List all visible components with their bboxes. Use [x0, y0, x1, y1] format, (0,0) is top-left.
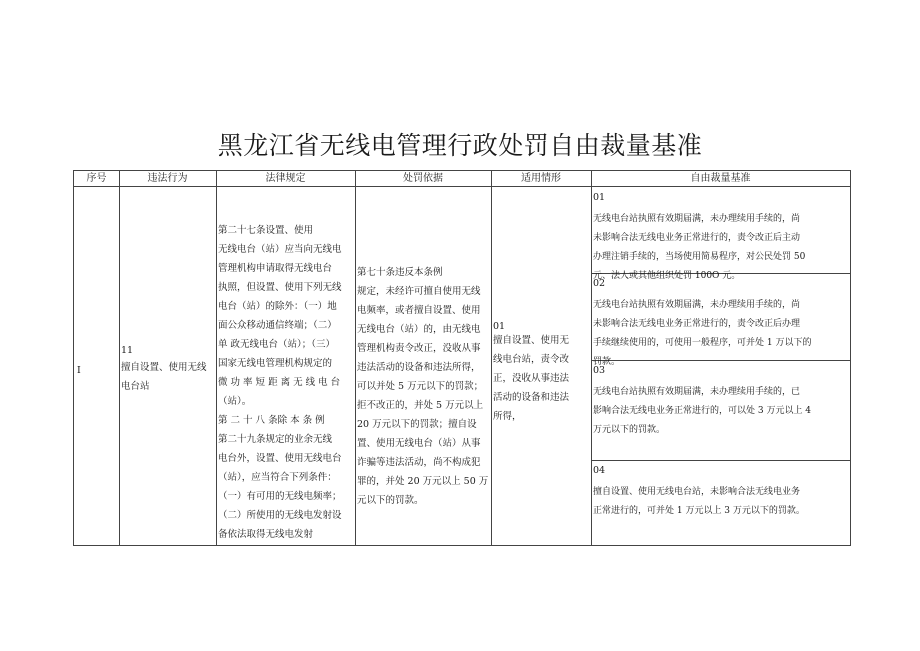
- standard-number: 02: [593, 278, 606, 289]
- basis-line: 罪的，并处 20 万元以上 50 万: [357, 476, 489, 487]
- standard-line: 擅自设置、使用无线电台站，未影响合法无线电业务: [593, 487, 801, 497]
- standard-number: 01: [593, 192, 606, 203]
- basis-line: 20 万元以下的罚款；擅自设: [357, 419, 477, 430]
- law-line: 无线电台（站）应当向无线电: [218, 244, 342, 255]
- law-line: 第 二 十 八 条除 本 条 例: [218, 415, 325, 426]
- standard-line: 未影响合法无线电业务正常进行的，责令改正后主动: [593, 233, 801, 243]
- row-seq: I: [77, 365, 81, 376]
- situation-line: 线电台站，责令改: [493, 354, 570, 365]
- basis-line: 置、使用无线电台（站）从事: [357, 438, 481, 449]
- basis-line: 无线电台（站）的，由无线电: [357, 324, 481, 335]
- law-line: 单 政无线电台（站）；（三）: [218, 339, 336, 350]
- situation-line: 所得，: [493, 411, 522, 422]
- law-text: [218, 221, 352, 544]
- standard-item: [593, 361, 847, 440]
- header-law: 法律规定: [216, 171, 355, 187]
- situation-line: 擅自设置、使用无: [493, 335, 570, 346]
- column-divider: [591, 171, 592, 545]
- law-line: 备依法取得无线电发射: [218, 529, 314, 540]
- standard-line: 正常进行的，可并处 1 万元以上 3 万元以下的罚款。: [593, 506, 805, 516]
- column-divider: [491, 171, 492, 545]
- standard-line: 办理注销手续的，当场使用简易程序，对公民处罚 50: [593, 252, 806, 262]
- situation-text: [493, 331, 589, 426]
- law-line: 微 功 率 短 距 离 无 线 电 台: [218, 377, 341, 388]
- column-divider: [216, 171, 217, 545]
- standard-line: 万元以下的罚款。: [593, 425, 666, 435]
- law-line: 管理机构申请取得无线电台: [218, 263, 333, 274]
- law-line: （一）有可用的无线电频率；: [218, 491, 342, 502]
- column-divider: [119, 171, 120, 545]
- standard-line: 影响合法无线电业务正常进行的，可以处 3 万元以上 4: [593, 406, 812, 416]
- standard-line: 未影响合法无线电业务正常进行的，责令改正后办理: [593, 319, 801, 329]
- header-standard: 自由裁量基准: [591, 171, 850, 187]
- standard-line: 手续继续使用的，可使用一般程序，可并处 1 万以下的: [593, 338, 812, 348]
- basis-line: 元以下的罚款。: [357, 495, 424, 506]
- standard-line: 无线电台站执照有效期届满，未办理续用手续的，尚: [593, 214, 801, 224]
- law-line: 电台（站）的除外：（一）地: [218, 301, 337, 312]
- violation-number: 11: [121, 345, 134, 356]
- standard-line: 罚款。: [593, 357, 621, 367]
- violation-text: 擅自设置、使用无线电台站: [121, 362, 207, 392]
- penalty-standard-table: [73, 170, 851, 546]
- header-seq: 序号: [74, 171, 119, 187]
- basis-line: 第七十条违反本条例: [357, 267, 443, 278]
- situation-number: 01: [493, 321, 506, 332]
- standard-item: [593, 274, 847, 372]
- basis-line: 违法活动的设备和违法所得，: [357, 362, 481, 373]
- law-line: （二）所使用的无线电发射设: [218, 510, 342, 521]
- law-line: （站），应当符合下列条件：: [218, 472, 337, 483]
- basis-line: 可以并处 5 万元以下的罚款；: [357, 381, 484, 392]
- law-line: （站）。: [218, 396, 252, 407]
- standard-item: [593, 188, 847, 286]
- situation-line: 活动的设备和违法: [493, 392, 570, 403]
- standard-number: 03: [593, 365, 606, 376]
- standard-number: 04: [593, 465, 606, 476]
- basis-line: 电频率，或者擅自设置、使用: [357, 305, 481, 316]
- basis-text: [357, 263, 488, 510]
- basis-line: 拒不改正的，并处 5 万元以上: [357, 400, 484, 411]
- basis-line: 诈骗等违法活动，尚不构成犯: [357, 457, 481, 468]
- standard-item: [593, 461, 847, 521]
- page-title: 黑龙江省无线电管理行政处罚自由裁量基准: [217, 131, 703, 160]
- basis-line: 管理机构责令改正，没收从事: [357, 343, 481, 354]
- situation-line: 正，没收从事违法: [493, 373, 570, 384]
- law-line: 面公众移动通信终端；（二）: [218, 320, 337, 331]
- standard-line: 无线电台站执照有效期届满，未办理续用手续的，尚: [593, 300, 801, 310]
- law-line: 第二十九条规定的业余无线: [218, 434, 333, 445]
- header-situation: 适用情形: [491, 171, 591, 187]
- standard-line: 元、法人或其他组织处罚 100O 元。: [593, 271, 741, 281]
- law-line: 电台外，设置、使用无线电台: [218, 453, 342, 464]
- law-line: 第二十七条设置、使用: [218, 225, 314, 236]
- law-line: 执照，但设置、使用下列无线: [218, 282, 342, 293]
- header-basis: 处罚依据: [355, 171, 491, 187]
- basis-line: 规定，未经许可擅自使用无线: [357, 286, 481, 297]
- law-line: 国家无线电管理机构规定的: [218, 358, 333, 369]
- column-divider: [355, 171, 356, 545]
- header-violation: 违法行为: [119, 171, 216, 187]
- standard-line: 无线电台站执照有效期届满，未办理续用手续的，已: [593, 387, 801, 397]
